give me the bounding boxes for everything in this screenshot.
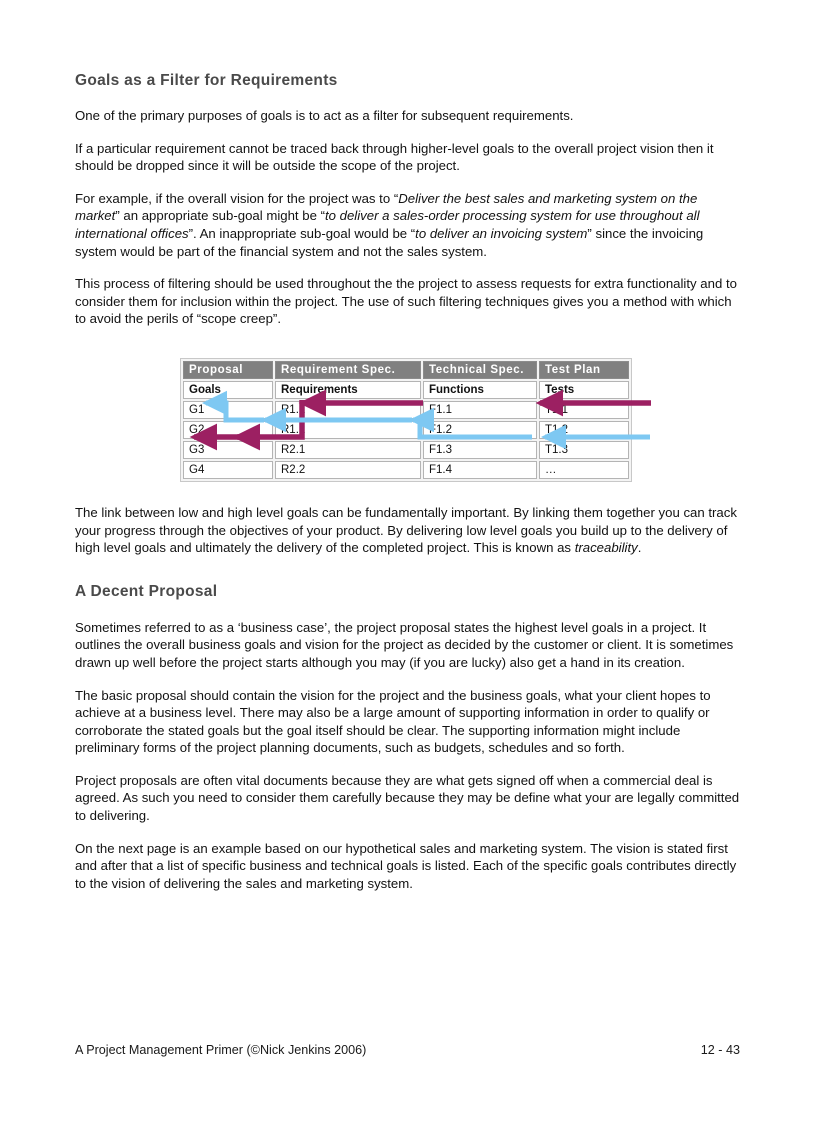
cell-requirement-2-2: R2.2 [275, 461, 421, 479]
example-text-3: ”. An inappropriate sub-goal would be “ [188, 225, 416, 241]
col-header-requirements: Requirements [275, 381, 421, 399]
col-header-tests: Tests [539, 381, 629, 399]
example-text-4: ” since the invoicing system would be part of the financial system and not the sales system. [75, 225, 704, 259]
cell-goal-3: G3 [183, 441, 273, 459]
example-text-2: ” an appropriate sub-goal might be “ [115, 208, 325, 224]
cell-function-1-2: F1.2 [423, 421, 537, 439]
page-footer [75, 1043, 740, 1057]
page-title: Goals as a Filter for Requirements [75, 72, 338, 89]
cell-function-1-1: F1.1 [423, 401, 537, 419]
traceability-matrix-table [180, 358, 632, 482]
paragraph-filtering: This process of filtering should be used throughout the the project to assess requests for extra functionality and to consider them for inclusion within the project. The use of such filtering techniques gives you a method with which to avoid the perils of “scope creep”. [75, 276, 737, 327]
document-content [75, 72, 740, 892]
cell-requirement-1-1: R1.1 [275, 401, 421, 419]
table-row [183, 441, 629, 459]
cell-goal-1: G1 [183, 401, 273, 419]
traceability-text-2: . [637, 540, 642, 556]
footer-page-number: 12 - 43 [700, 1043, 740, 1057]
cell-test-1-2: T1.2 [539, 421, 629, 439]
traceability-figure [75, 358, 740, 476]
col-header-goals: Goals [183, 381, 273, 399]
doc-header-requirement-spec: Requirement Spec. [275, 361, 421, 379]
paragraph-basic-proposal: The basic proposal should contain the vision for the project and the business goals, what your client hopes to achieve at a business level. There may also be a large amount of supporting information in order to qualify or corroborate the stated goals but the goal itself should be clear. The supporting information might include preliminary forms of the project planning documents, such as budgets, schedules and so forth. [75, 687, 711, 756]
paragraph-next-page: On the next page is an example based on our hypothetical sales and marketing system. The vision is stated first and after that a list of specific business and technical goals is listed. Each of the specific goals contributes directly to the vision of delivering the sales and marketing system. [75, 840, 737, 891]
traceability-italic: traceability [574, 540, 638, 556]
table-row-document-headers [183, 361, 629, 379]
cell-goal-2: G2 [183, 421, 273, 439]
paragraph-vital-documents: Project proposals are often vital documents because they are what gets signed off when a commercial deal is agreed. As such you need to consider them carefully because they may be define what your are legally committed to delivering. [75, 772, 740, 824]
doc-header-technical-spec: Technical Spec. [423, 361, 537, 379]
paragraph-traceability [75, 504, 740, 557]
cell-goal-4: G4 [183, 461, 273, 479]
doc-header-proposal: Proposal [183, 361, 273, 379]
table-row [183, 401, 629, 419]
paragraph-intro: One of the primary purposes of goals is to act as a filter for subsequent requirements. [75, 108, 574, 123]
footer-title: A Project Management Primer (©Nick Jenkins 2006) [75, 1043, 367, 1057]
cell-test-1-3: T1.3 [539, 441, 629, 459]
cell-requirement-1-2: R1.2 [275, 421, 421, 439]
cell-requirement-2-1: R2.1 [275, 441, 421, 459]
traceability-table-wrapper [180, 358, 601, 476]
table-row [183, 461, 629, 479]
table-row-column-headers [183, 381, 629, 399]
section-title-decent-proposal: A Decent Proposal [75, 582, 218, 600]
paragraph-traceback: If a particular requirement cannot be traced back through higher-level goals to the overall project vision then it should be dropped since it will be outside the scope of the project. [75, 140, 714, 174]
cell-test-1-1: T1.1 [539, 401, 629, 419]
paragraph-example [75, 190, 740, 260]
doc-header-test-plan: Test Plan [539, 361, 629, 379]
cell-function-1-4: F1.4 [423, 461, 537, 479]
col-header-functions: Functions [423, 381, 537, 399]
example-text-1: For example, if the overall vision for the project was to “ [75, 190, 399, 206]
traceability-text-1: The link between low and high level goals can be fundamentally important. By linking them together you can track your progress through the objectives of your product. By delivering low level goals you build up to the delivery of high level goals and ultimately the delivery of the completed project. This is known as [75, 504, 737, 556]
table-row [183, 421, 629, 439]
cell-test-ellipsis: … [539, 461, 629, 479]
example-italic-subgoal: to deliver a sales-order processing system for use throughout all international offices [75, 208, 700, 241]
cell-function-1-3: F1.3 [423, 441, 537, 459]
paragraph-business-case: Sometimes referred to as a ‘business case’, the project proposal states the highest level goals in a project. It outlines the overall business goals and vision for the project as decided by the customer or client. It is sometimes drawn up well before the project starts although you may (if you are lucky) also get a hand in its creation. [75, 619, 734, 670]
example-italic-bad-subgoal: to deliver an invoicing system [415, 225, 588, 241]
example-italic-vision: Deliver the best sales and marketing system on the market [75, 190, 698, 224]
